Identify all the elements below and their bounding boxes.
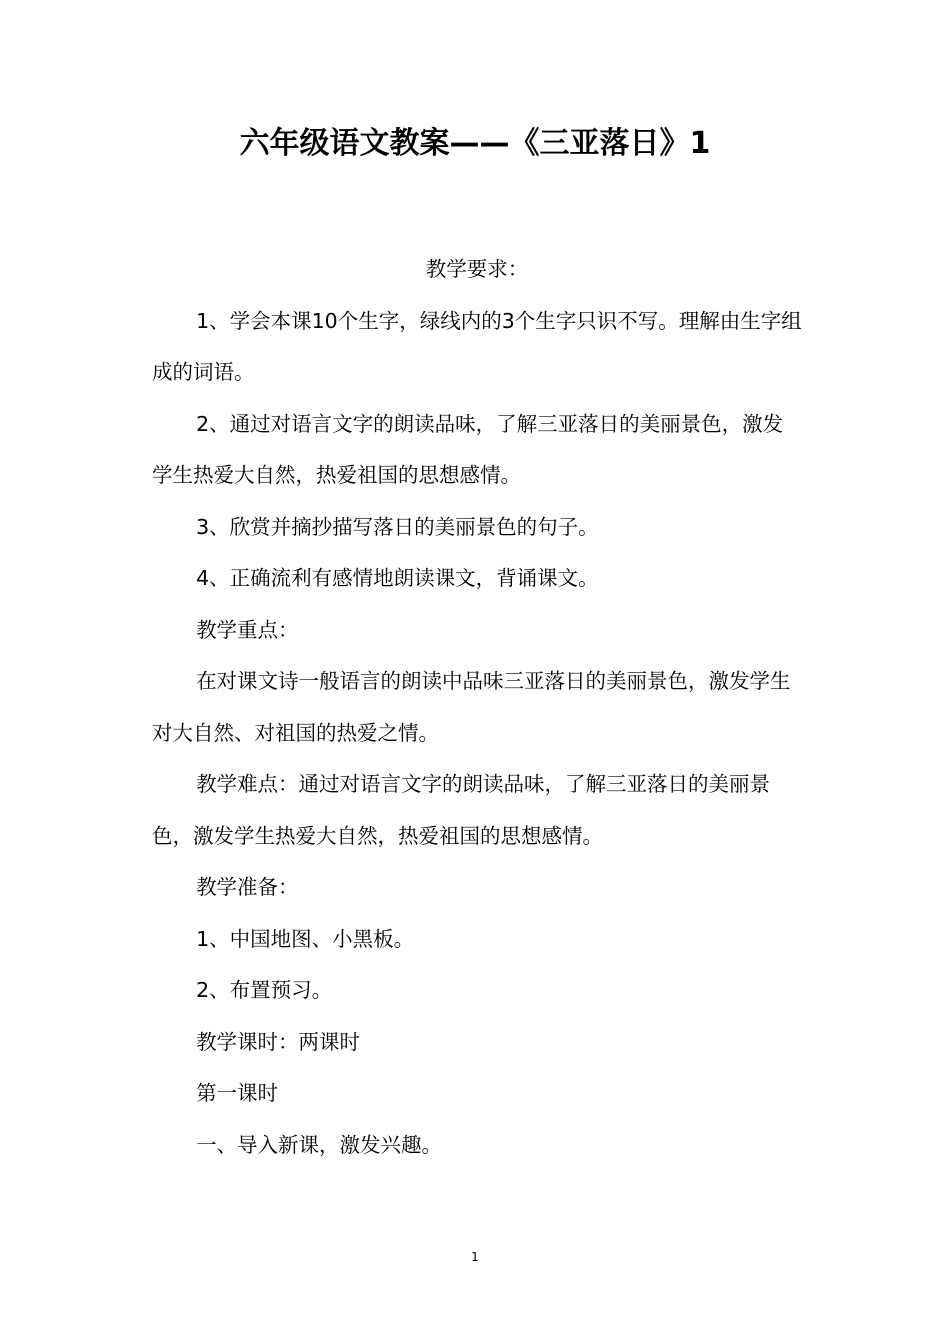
paragraph: 2、通过对语言文字的朗读品味，了解三亚落日的美丽景色，激发学生热爱大自然，热爱祖国的思想感情。 <box>152 411 784 487</box>
page-title: 六年级语文教案——《三亚落日》1 <box>239 126 711 161</box>
paragraph: 教学难点：通过对语言文字的朗读品味，了解三亚落日的美丽景色，激发学生热爱大自然，热爱祖国的思想感情。 <box>152 772 771 848</box>
section-heading-key-points: 教学重点： <box>196 617 299 642</box>
section-heading-requirements: 教学要求： <box>425 257 529 281</box>
paragraph: 1、中国地图、小黑板。 <box>196 926 415 951</box>
paragraph: 3、欣赏并摘抄描写落日的美丽景色的句子。 <box>196 514 599 539</box>
document-body <box>152 244 802 1171</box>
paragraph: 4、正确流利有感情地朗读课文，背诵课文。 <box>196 566 599 590</box>
paragraph: 教学课时：两课时 <box>196 1029 361 1054</box>
paragraph: 2、布置预习。 <box>196 978 333 1002</box>
paragraph: 一、导入新课，激发兴趣。 <box>196 1132 443 1157</box>
page-number: 1 <box>471 1250 479 1264</box>
paragraph: 在对课文诗一般语言的朗读中品味三亚落日的美丽景色，激发学生对大自然、对祖国的热爱之情。 <box>152 669 791 745</box>
paragraph: 第一课时 <box>196 1081 279 1105</box>
paragraph: 1、学会本课10个生字，绿线内的3个生字只识不写。理解由生字组成的词语。 <box>152 308 802 384</box>
section-heading-preparation: 教学准备： <box>196 875 299 899</box>
